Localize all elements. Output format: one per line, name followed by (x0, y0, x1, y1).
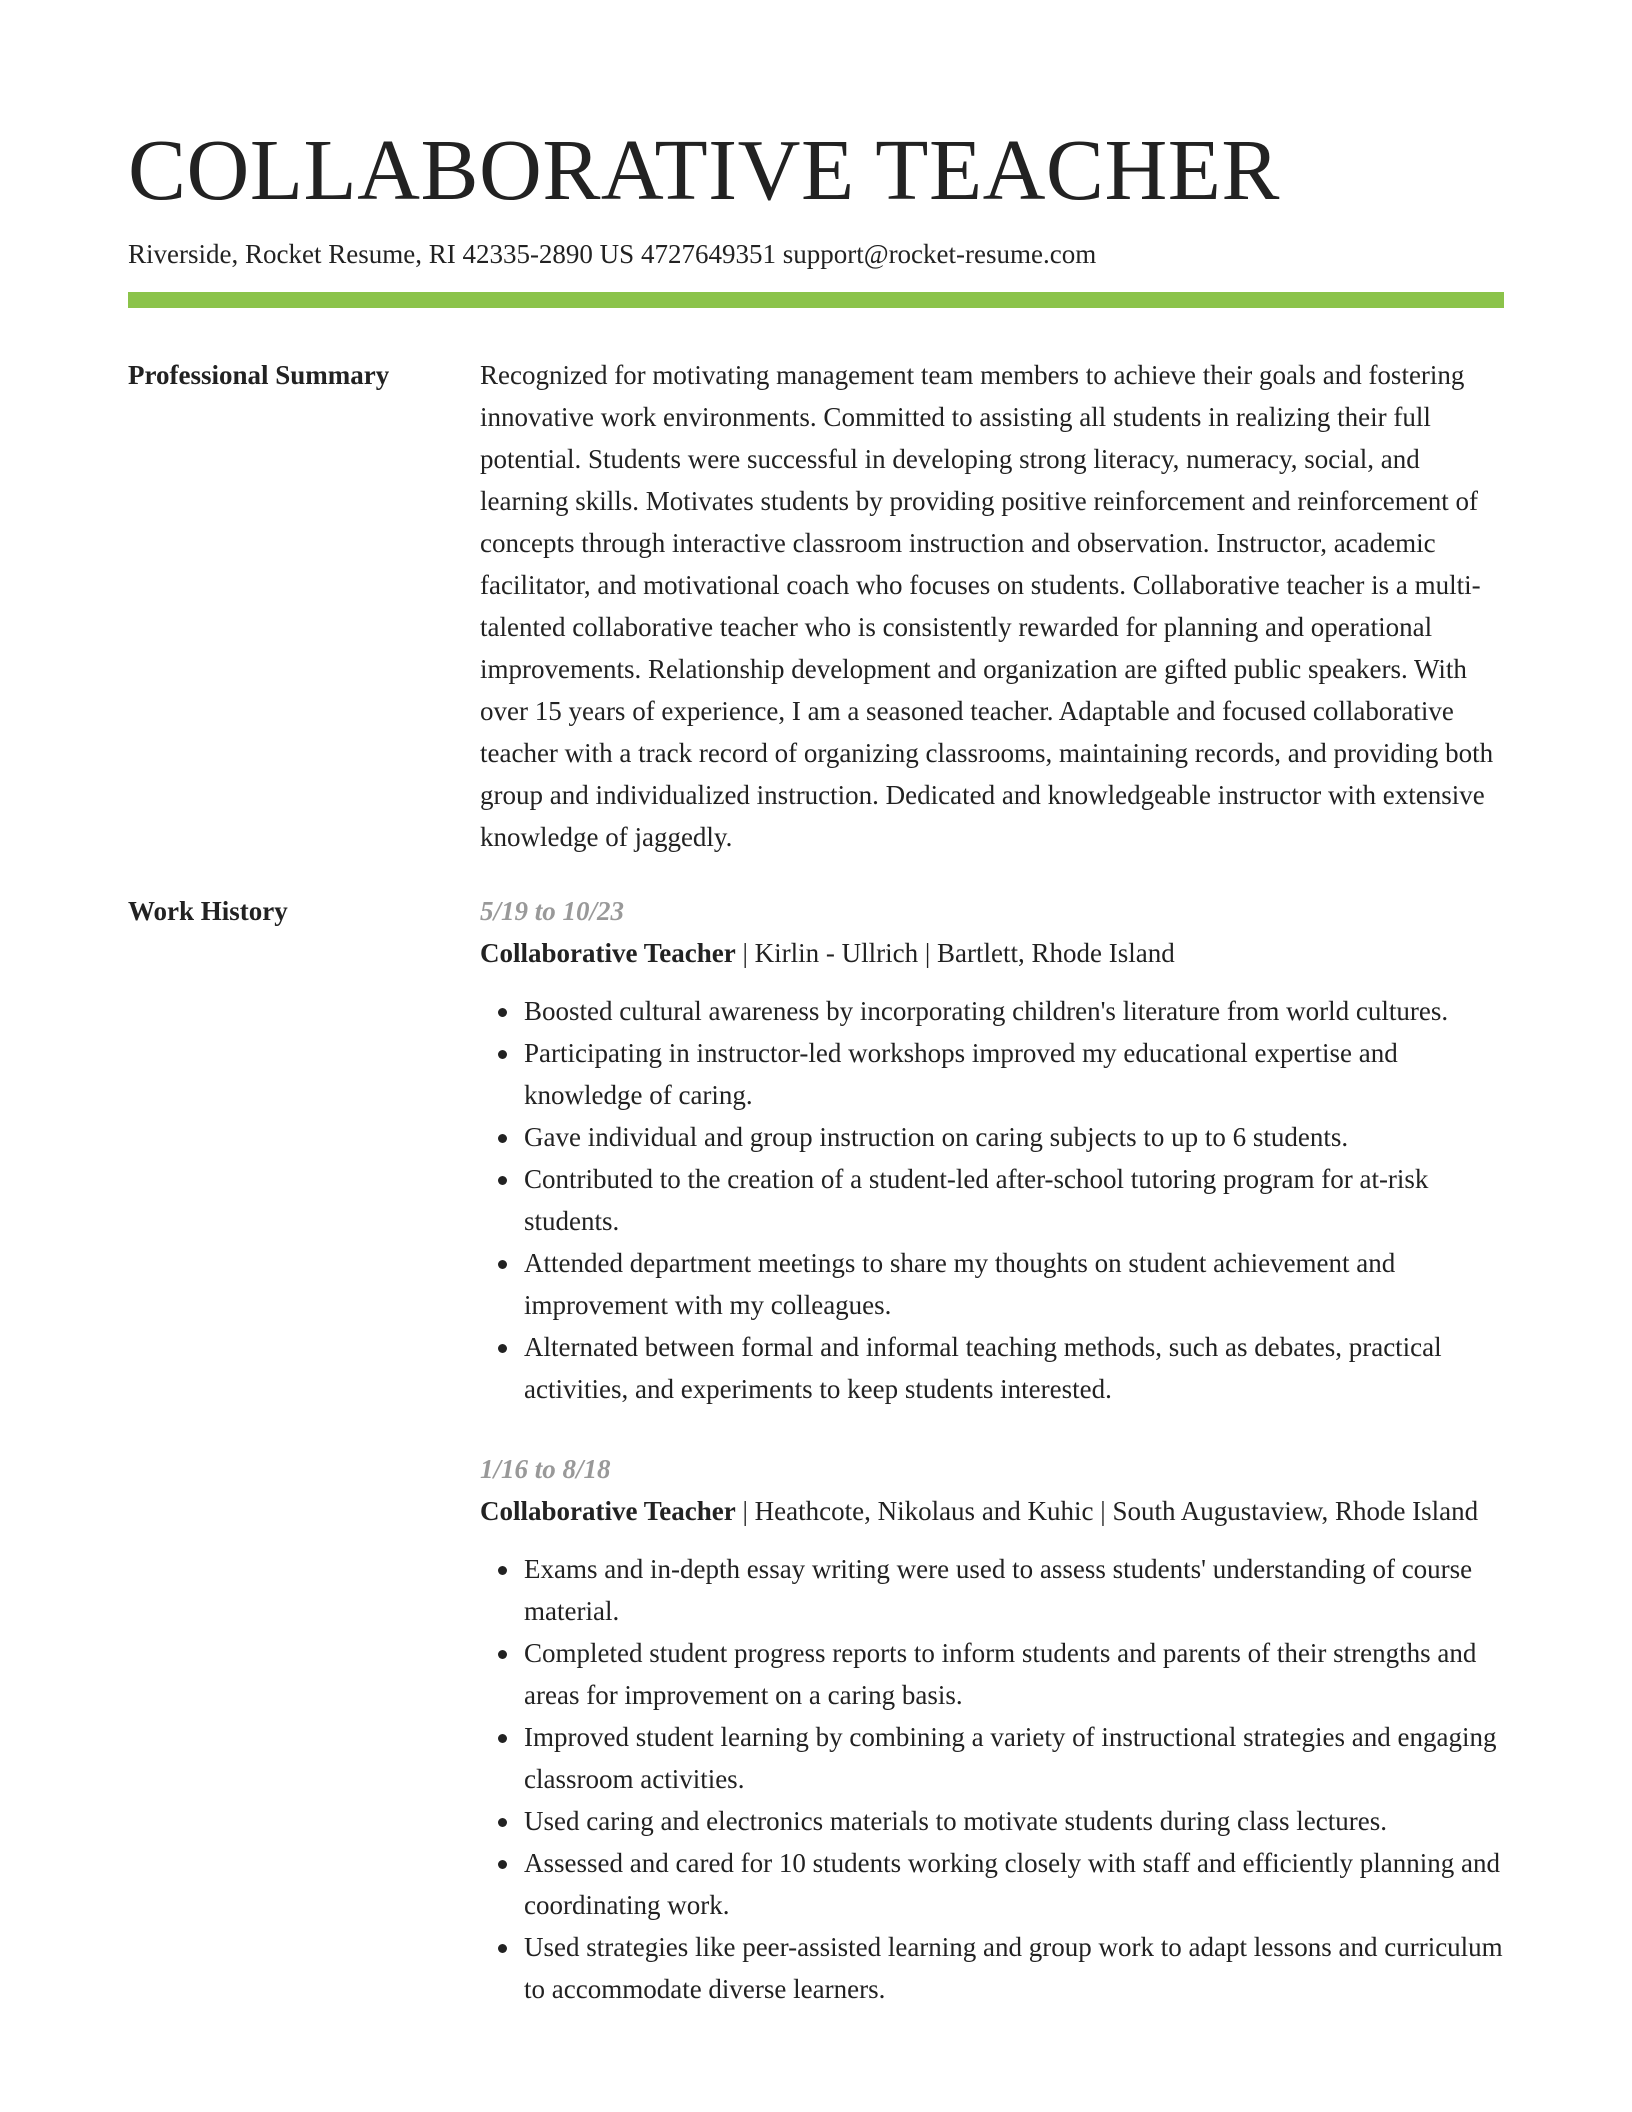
resume-page (128, 0, 1504, 2010)
list-item: Contributed to the creation of a student-led after-school tutoring program for at-risk students. (524, 1158, 1504, 1242)
job-dates: 5/19 to 10/23 (480, 896, 625, 926)
list-item: Used strategies like peer-assisted learning and group work to adapt lessons and curriculum to accommodate diverse learners. (524, 1926, 1504, 2010)
summary-text: Recognized for motivating management team members to achieve their goals and fostering innovative work environments. Committed to assisting all students in realizing their full potential. Students were successful in developing strong literacy, numeracy, social, and learning skills. Motivates students by providing positive reinforcement and reinforcement of concepts through interactive classroom instruction and observation. Instructor, academic facilitator, and motivational coach who focuses on students. Collaborative teacher is a multi-talented collaborative teacher who is consistently rewarded for planning and operational improvements. Relationship development and organization are gifted public speakers. With over 15 years of experience, I am a seasoned teacher. Adaptable and focused collaborative teacher with a track record of organizing classrooms, maintaining records, and providing both group and individualized instruction. Dedicated and knowledgeable instructor with extensive knowledge of jaggedly. (480, 360, 1494, 852)
list-item: Attended department meetings to share my thoughts on student achievement and improvement with my colleagues. (524, 1242, 1504, 1326)
work-history-body (480, 890, 1504, 2010)
list-item: Used caring and electronics materials to motivate students during class lectures. (524, 1800, 1504, 1842)
job-title-line (480, 1490, 1504, 1532)
contact-address: Riverside, Rocket Resume, RI 42335-2890 US (128, 239, 641, 269)
list-item: Participating in instructor-led workshops improved my educational expertise and knowledge of caring. (524, 1032, 1504, 1116)
candidate-name: COLLABORATIVE TEACHER (128, 121, 1280, 218)
work-history-heading: Work History (128, 896, 288, 926)
list-item: Gave individual and group instruction on caring subjects to up to 6 students. (524, 1116, 1504, 1158)
summary-heading: Professional Summary (128, 360, 390, 390)
summary-body (480, 354, 1504, 858)
list-item: Alternated between formal and informal teaching methods, such as debates, practical activities, and experiments to keep students interested. (524, 1326, 1504, 1410)
list-item: Improved student learning by combining a variety of instructional strategies and engaging classroom activities. (524, 1716, 1504, 1800)
list-item: Exams and in-depth essay writing were used to assess students' understanding of course material. (524, 1548, 1504, 1632)
job-employer-location: | Heathcote, Nikolaus and Kuhic | South Augustaview, Rhode Island (735, 1496, 1479, 1526)
list-item: Boosted cultural awareness by incorporating children's literature from world cultures. (524, 990, 1504, 1032)
job-title: Collaborative Teacher (480, 938, 736, 968)
list-item: Completed student progress reports to inform students and parents of their strengths and areas for improvement on a caring basis. (524, 1632, 1504, 1716)
contact-line (128, 236, 1504, 272)
list-item: Assessed and cared for 10 students working closely with staff and efficiently planning and coordinating work. (524, 1842, 1504, 1926)
job-bullets (480, 1548, 1504, 2010)
job-title-line (480, 932, 1504, 974)
job-bullets (480, 990, 1504, 1410)
header-divider (128, 292, 1504, 308)
job-entry (480, 890, 1504, 1410)
job-employer-location: | Kirlin - Ullrich | Bartlett, Rhode Island (735, 938, 1175, 968)
summary-section (128, 354, 1504, 858)
job-entry (480, 1448, 1504, 2010)
contact-email: support@rocket-resume.com (782, 239, 1097, 269)
contact-phone: 4727649351 (640, 239, 783, 269)
job-title: Collaborative Teacher (480, 1496, 736, 1526)
work-history-section (128, 890, 1504, 2010)
job-dates: 1/16 to 8/18 (480, 1454, 611, 1484)
